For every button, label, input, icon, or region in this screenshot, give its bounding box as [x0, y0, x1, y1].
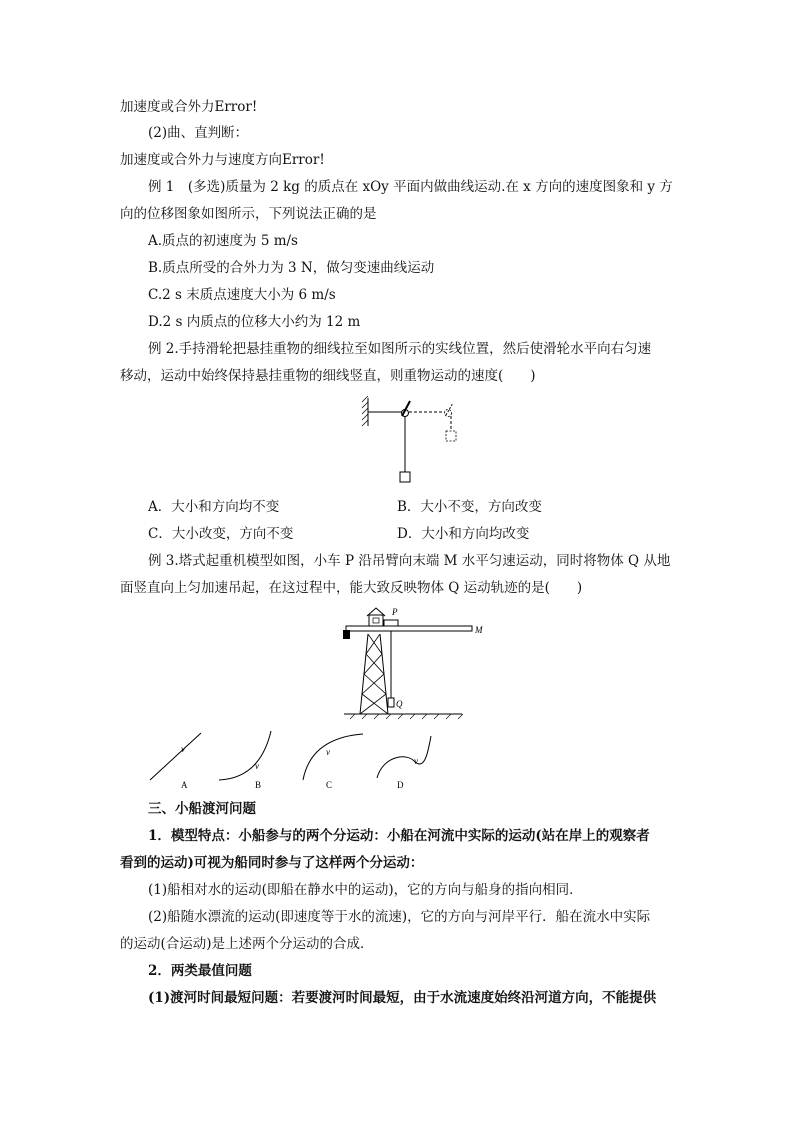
- text-line: 加速度或合外力与速度方向Error!: [120, 152, 325, 168]
- example-2-line: 例 2.手持滑轮把悬挂重物的细线拉至如图所示的实线位置，然后使滑轮水平向右匀速: [148, 341, 652, 357]
- pulley-figure: [360, 396, 460, 488]
- crane-label-q: Q: [396, 699, 403, 709]
- text-line: (1)渡河时间最短问题：若要渡河时间最短，由于水流速度始终沿河道方向，不能提供: [148, 990, 657, 1006]
- traj-b-v: v: [255, 761, 259, 771]
- option-d: D.2 s 内质点的位移大小约为 12 m: [148, 314, 361, 330]
- text-line: 1．模型特点：小船参与的两个分运动：小船在河流中实际的运动(站在岸上的观察者: [148, 828, 650, 844]
- ex2-option-c: C．大小改变，方向不变: [148, 526, 294, 542]
- example-2-line: 移动，运动中始终保持悬挂重物的细线竖直，则重物运动的速度( ): [120, 368, 536, 384]
- traj-a-v: v: [181, 744, 185, 754]
- example-3-line: 面竖直向上匀加速吊起，在这过程中，能大致反映物体 Q 运动轨迹的是( ): [120, 580, 583, 596]
- traj-c-v: v: [326, 747, 330, 757]
- example-1-line: 例 1 (多选)质量为 2 kg 的质点在 xOy 平面内做曲线运动.在 x 方向的速度图象和 y 方: [148, 179, 673, 195]
- traj-label-c: C: [326, 780, 333, 790]
- crane-label-m: M: [475, 625, 483, 635]
- ex2-option-d: D．大小和方向均改变: [397, 526, 530, 542]
- section-heading: 三、小船渡河问题: [148, 801, 256, 817]
- text-line: (2)船随水漂流的运动(即速度等于水的流速)，它的方向与河岸平行．船在流水中实际: [148, 909, 651, 925]
- traj-label-b: B: [255, 780, 262, 790]
- text-line: 看到的运动)可视为船同时参与了这样两个分运动：: [120, 855, 424, 871]
- example-3-line: 例 3.塔式起重机模型如图，小车 P 沿吊臂向末端 M 水平匀速运动，同时将物体 Q 从地: [148, 553, 671, 569]
- crane-label-p: P: [392, 607, 398, 617]
- text-line: 加速度或合外力Error!: [120, 99, 258, 115]
- ex2-option-b: B．大小不变，方向改变: [397, 499, 542, 515]
- example-1-line: 向的位移图象如图所示，下列说法正确的是: [120, 206, 377, 222]
- text-line: (2)曲、直判断：: [148, 125, 249, 141]
- option-b: B.质点所受的合外力为 3 N，做匀变速曲线运动: [148, 260, 435, 276]
- crane-figure: [336, 606, 496, 720]
- option-a: A.质点的初速度为 5 m/s: [148, 233, 298, 249]
- text-line: (1)船相对水的运动(即船在静水中的运动)，它的方向与船身的指向相同．: [148, 882, 583, 898]
- trajectory-options-figure: [145, 728, 435, 790]
- traj-d-v: v: [414, 756, 418, 766]
- text-line: 的运动(合运动)是上述两个分运动的合成．: [120, 936, 374, 952]
- traj-label-d: D: [397, 780, 404, 790]
- traj-label-a: A: [181, 780, 188, 790]
- subheading: 2．两类最值问题: [148, 963, 252, 979]
- option-c: C.2 s 末质点速度大小为 6 m/s: [148, 287, 336, 303]
- ex2-option-a: A．大小和方向均不变: [148, 499, 280, 515]
